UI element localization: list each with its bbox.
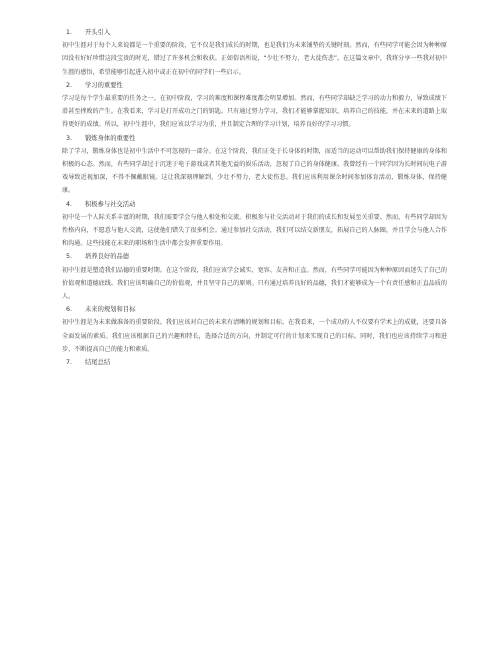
section-heading bbox=[62, 79, 447, 92]
section-title: 开头引入 bbox=[85, 29, 111, 36]
section-number: 6. bbox=[66, 306, 73, 314]
section-paragraph: 初中生涯对于每个人来说都是一个重要的阶段，它不仅是我们成长的时期，也是我们为未来铺垫的关键时刻。然而，有些同学可能会因为种种原因没有好好珍惜这段宝贵的时光，错过了许多机会和收获。正如俗语所说，“少壮不努力，老大徒伤悲”。在这篇文章中，我将分享一些我对初中生涯的感悟，希望能够引起进入初中或正在初中的同学们一些启示。 bbox=[62, 42, 447, 76]
section-paragraph: 初中是一个人际关系丰富的时期，我们需要学会与他人相处和交流。积极参与社交活动对于我们的成长和发展至关重要。然而，有些同学却因为性格内向，不愿意与他人交流，这使他们错失了很多机会。通过参加社交活动，我们可以结交新朋友，拓展自己的人脉圈，并且学会与他人合作和沟通。这些技能在未来的职场和生活中都会发挥重要作用。 bbox=[62, 213, 447, 248]
section-paragraph: 学习是每个学生最重要的任务之一。在初中阶段，学习的难度和课程难度都会明显增加。然而，有些同学却缺乏学习的动力和毅力，导致成绩下滑甚至挫败的产生。在我看来，学习是打开成功之门的钥匙。只有通过努力学习，我们才能够掌握知识，培养自己的技能，并在未来的道路上取得更好的成绩。所以，初中生涯中，我们应该以学习为重，并且制定合理的学习计划，培养良好的学习习惯。 bbox=[62, 94, 447, 129]
section-paragraph: 初中生涯是塑造我们品德的重要时期。在这个阶段，我们应该学会诚实、宽容、友善和正直。然而，有些同学可能因为种种原因而迷失了自己的价值观和道德底线。我们应该明确自己的价值观，并且坚守自己的原则。只有通过培养良好的品德，我们才能够成为一个有责任感和正直品质的人。 bbox=[62, 266, 447, 300]
section-heading bbox=[62, 198, 447, 211]
section-heading bbox=[62, 132, 447, 145]
section-number: 7. bbox=[66, 358, 73, 366]
section-title: 锻炼身体的重要性 bbox=[85, 134, 136, 142]
section-title: 积极参与社交活动 bbox=[85, 200, 136, 208]
section-heading bbox=[62, 26, 447, 39]
section-paragraph: 初中生涯是为未来做准备的重要阶段。我们应该对自己的未来有清晰的规划和目标。在我看来，一个成功的人不仅要有学术上的成就，还要具备全面发展的素质。我们应该根据自己的兴趣和特长，选择合适的方向，并制定可行的计划来实现自己的目标。同时，我们也应该持续学习和进步，不断提高自己的能力和素质。 bbox=[62, 319, 447, 353]
section-number: 5. bbox=[66, 253, 73, 261]
section-number: 4. bbox=[66, 200, 73, 208]
section-heading bbox=[62, 303, 447, 316]
section-title: 学习的重要性 bbox=[85, 81, 123, 89]
section-heading bbox=[62, 356, 447, 369]
section-title: 未来的规划和目标 bbox=[85, 306, 136, 314]
section-paragraph: 除了学习，锻炼身体也是初中生活中不可忽视的一部分。在这个阶段，我们正处于长身体的时期，而适当的运动可以帮助我们保持健康的身体和积极的心态。然而，有些同学却过于沉迷于电子游戏或者其他无益的娱乐活动，忽视了自己的身体健康。我曾经有一个同学因为长时间玩电子游戏导致近视加深，不得不佩戴眼镜。这让我深刻理解到，少壮不努力，老大徒伤悲。我们应该利用课余时间参加体育活动，锻炼身体，保持健康。 bbox=[62, 147, 447, 195]
section-number: 3. bbox=[66, 134, 73, 142]
section-title: 培养良好的品德 bbox=[85, 253, 130, 261]
section-number: 1. bbox=[66, 29, 73, 36]
section-number: 2. bbox=[66, 81, 73, 89]
section-heading bbox=[62, 250, 447, 263]
document-body bbox=[62, 26, 447, 369]
section-title: 结尾总结 bbox=[85, 358, 111, 366]
